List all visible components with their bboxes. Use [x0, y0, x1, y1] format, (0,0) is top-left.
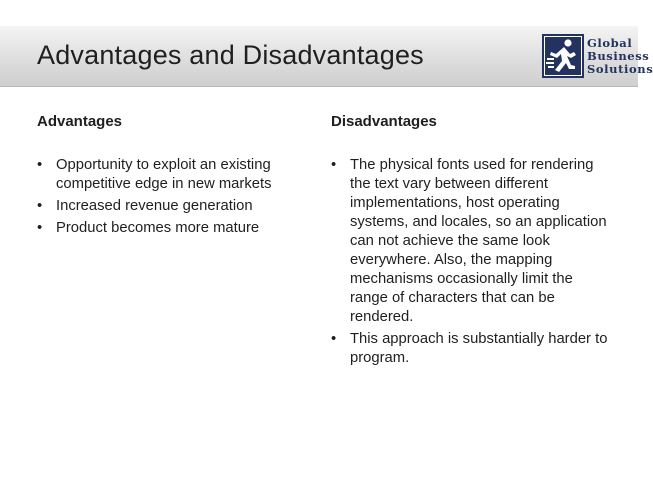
disadvantages-heading: Disadvantages: [331, 113, 437, 130]
bullet-icon: •: [37, 157, 43, 173]
slide-title: Advantages and Disadvantages: [37, 40, 424, 70]
list-item-text: The physical fonts used for rendering the text vary between different implementations, host operating systems, and locales, so an application can not achieve the same look everywhere. Also, the mapping mechanisms occasionally limit the range of characters that can be rendered.: [350, 157, 607, 325]
list-item-text: Increased revenue generation: [56, 198, 253, 214]
list-item-text: This approach is substantially harder to program.: [350, 331, 608, 366]
list-item: [331, 330, 611, 368]
logo-line-business: Business: [587, 48, 650, 63]
disadvantages-column: [331, 113, 611, 371]
company-logo: [542, 31, 653, 81]
bullet-icon: •: [331, 331, 337, 347]
list-item: [331, 156, 611, 327]
logo-wordmark: [587, 37, 653, 76]
runner-logo-icon: [542, 34, 584, 78]
list-item-text: Product becomes more mature: [56, 220, 260, 236]
bullet-icon: •: [37, 198, 43, 214]
list-item: [37, 197, 307, 216]
advantages-heading: Advantages: [37, 113, 123, 130]
logo-line-global: Global: [587, 35, 633, 50]
advantages-list: [37, 156, 307, 238]
list-item-text: Opportunity to exploit an existing competitive edge in new markets: [56, 157, 272, 192]
disadvantages-list: [331, 156, 611, 368]
advantages-column: [37, 113, 307, 241]
title-band: [0, 26, 653, 87]
logo-line-solutions: Solutions: [587, 61, 653, 76]
bullet-icon: •: [37, 220, 43, 236]
bullet-icon: •: [331, 157, 337, 173]
list-item: [37, 156, 307, 194]
list-item: [37, 219, 307, 238]
